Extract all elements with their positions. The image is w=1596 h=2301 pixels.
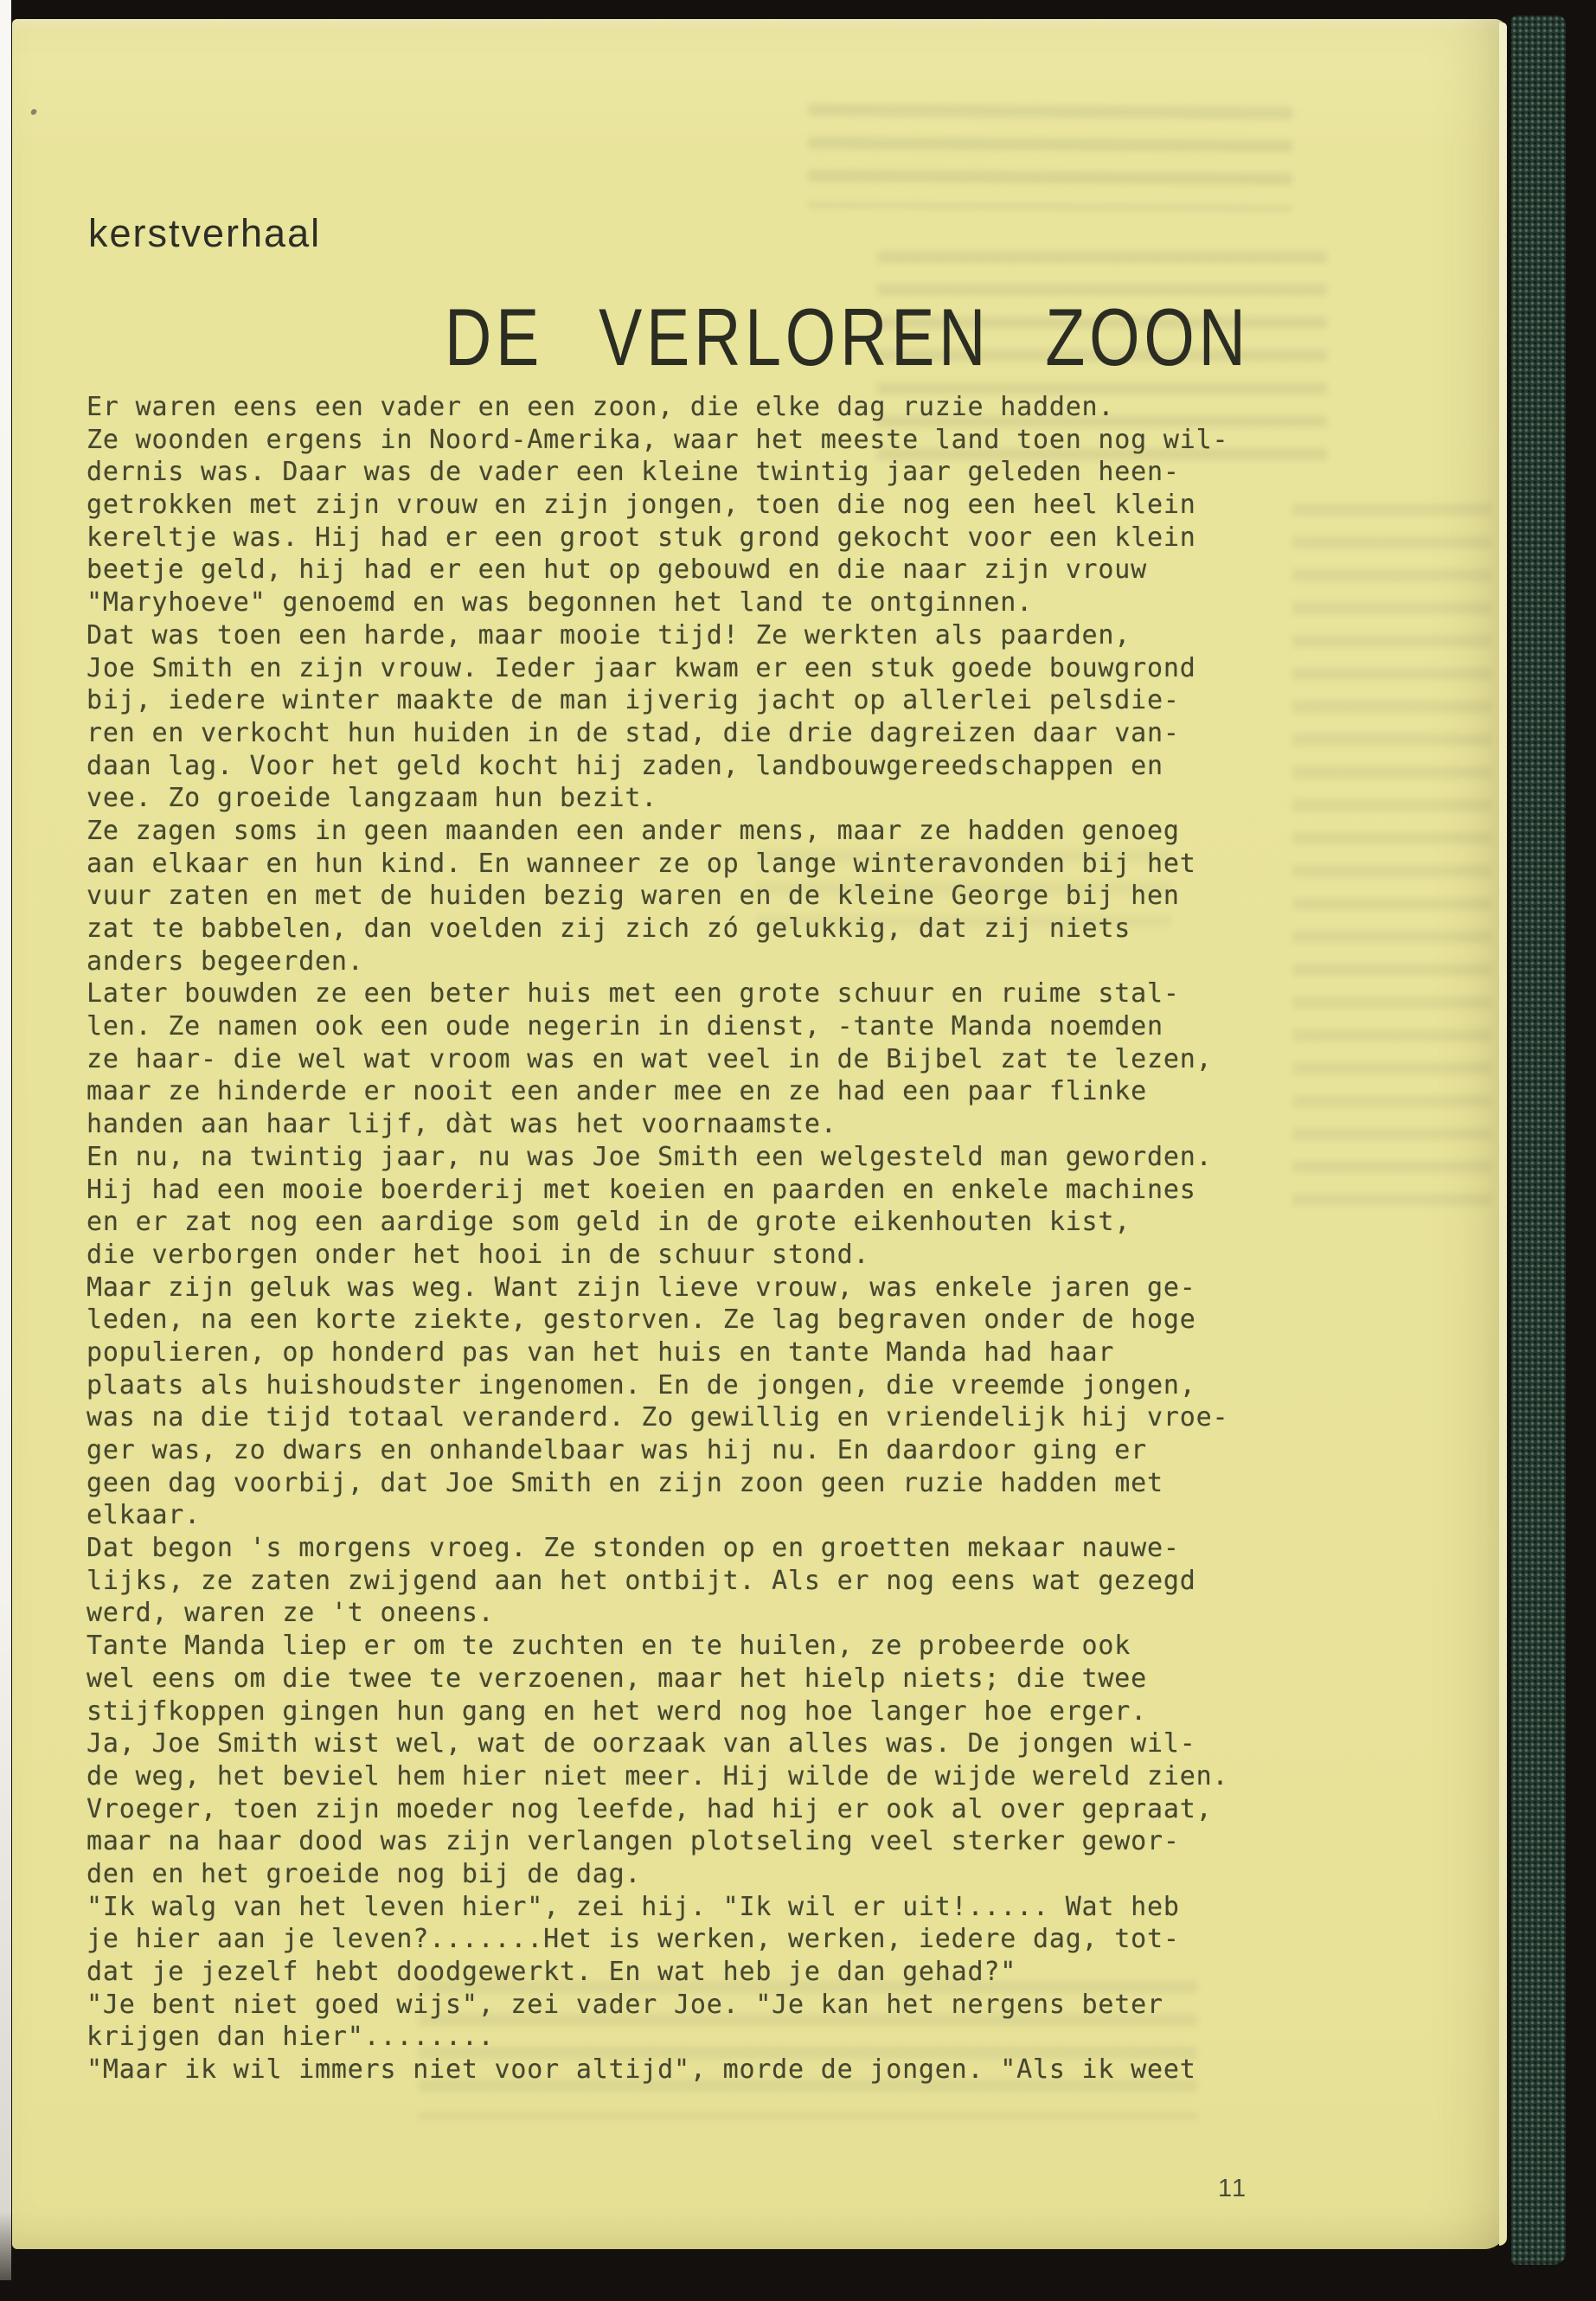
bleedthrough-artifact bbox=[808, 104, 1293, 211]
body-line: dat je jezelf hebt doodgewerkt. En wat heb je dan gehad?" bbox=[87, 1957, 1017, 1987]
body-line: was na die tijd totaal veranderd. Zo gewillig en vriendelijk hij vroe- bbox=[87, 1402, 1229, 1433]
body-line: wel eens om die twee te verzoenen, maar het hielp niets; die twee bbox=[87, 1663, 1147, 1694]
body-line: kereltje was. Hij had er een groot stuk grond gekocht voor een klein bbox=[87, 522, 1196, 553]
body-line: Joe Smith en zijn vrouw. Ieder jaar kwam er een stuk goede bouwgrond bbox=[87, 652, 1196, 683]
body-line: handen aan haar lijf, dàt was het voornaamste. bbox=[87, 1109, 837, 1140]
page-number: 11 bbox=[1218, 2175, 1248, 2202]
body-line: ger was, zo dwars en onhandelbaar was hij nu. En daardoor ging er bbox=[87, 1435, 1147, 1465]
body-line: bij, iedere winter maakte de man ijverig jacht op allerlei pelsdie- bbox=[87, 685, 1180, 716]
body-line: "Maar ik wil immers niet voor altijd", morde de jongen. "Als ik weet bbox=[87, 2054, 1196, 2086]
body-line: anders begeerden. bbox=[87, 945, 364, 977]
body-line: plaats als huishoudster ingenomen. En de jongen, die vreemde jongen, bbox=[87, 1369, 1196, 1400]
body-line: Vroeger, toen zijn moeder nog leefde, had hij er ook al over gepraat, bbox=[87, 1793, 1213, 1824]
body-line: en er zat nog een aardige som geld in de grote eikenhouten kist, bbox=[87, 1207, 1131, 1238]
body-line: vuur zaten en met de huiden bezig waren en de kleine George bij hen bbox=[87, 881, 1180, 912]
body-line: Dat was toen een harde, maar mooie tijd! Ze werkten als paarden, bbox=[87, 619, 1131, 651]
scan-left-edge bbox=[0, 0, 11, 2280]
body-line: krijgen dan hier"........ bbox=[87, 2022, 495, 2053]
body-line: die verborgen onder het hooi in de schuur stond. bbox=[87, 1239, 870, 1270]
body-line: Ja, Joe Smith wist wel, wat de oorzaak van alles was. De jongen wil- bbox=[87, 1728, 1196, 1759]
body-line: maar na haar dood was zijn verlangen plotseling veel sterker gewor- bbox=[87, 1826, 1180, 1857]
body-line: beetje geld, hij had er een hut op gebouwd en die naar zijn vrouw bbox=[87, 554, 1147, 586]
body-line: leden, na een korte ziekte, gestorven. Ze lag begraven onder de hoge bbox=[87, 1304, 1196, 1336]
body-line: Tante Manda liep er om te zuchten en te huilen, ze probeerde ook bbox=[87, 1631, 1131, 1662]
body-line: "Je bent niet goed wijs", zei vader Joe. "Je kan het nergens beter bbox=[87, 1989, 1163, 2020]
book-page bbox=[12, 19, 1507, 2249]
body-line: "Ik walg van het leven hier", zei hij. "Ik wil er uit!..... Wat heb bbox=[87, 1891, 1180, 1922]
body-line: dernis was. Daar was de vader een kleine twintig jaar geleden heen- bbox=[87, 457, 1180, 488]
body-line: Ze zagen soms in geen maanden een ander mens, maar ze hadden genoeg bbox=[87, 815, 1180, 846]
body-line: Later bouwden ze een beter huis met een grote schuur en ruime stal- bbox=[87, 978, 1180, 1009]
article-title: DE VERLOREN ZOON bbox=[445, 292, 1250, 382]
body-line: Hij had een mooie boerderij met koeien en paarden en enkele machines bbox=[87, 1174, 1196, 1205]
body-line: aan elkaar en hun kind. En wanneer ze op lange winteravonden bij het bbox=[87, 848, 1196, 879]
body-line: ren en verkocht hun huiden in de stad, die drie dagreizen daar van- bbox=[87, 717, 1180, 748]
body-line: Maar zijn geluk was weg. Want zijn lieve vrouw, was enkele jaren ge- bbox=[87, 1272, 1196, 1303]
body-line: len. Ze namen ook een oude negerin in dienst, -tante Manda noemden bbox=[87, 1011, 1163, 1042]
body-line: maar ze hinderde er nooit een ander mee en ze had een paar flinke bbox=[87, 1076, 1147, 1107]
body-line: daan lag. Voor het geld kocht hij zaden, landbouwgereedschappen en bbox=[87, 750, 1163, 781]
body-line: Ze woonden ergens in Noord-Amerika, waar het meeste land toen nog wil- bbox=[87, 424, 1229, 455]
body-line: elkaar. bbox=[87, 1500, 202, 1531]
body-line: Er waren eens een vader en een zoon, die elke dag ruzie hadden. bbox=[87, 392, 1115, 422]
body-line: geen dag voorbij, dat Joe Smith en zijn zoon geen ruzie hadden met bbox=[87, 1467, 1163, 1498]
body-line: je hier aan je leven?.......Het is werken, werken, iedere dag, tot- bbox=[87, 1924, 1180, 1955]
body-line: vee. Zo groeide langzaam hun bezit. bbox=[87, 783, 658, 814]
body-line: "Maryhoeve" genoemd en was begonnen het land te ontginnen. bbox=[87, 587, 1033, 619]
book-cover-cloth bbox=[1511, 16, 1566, 2265]
body-line: zat te babbelen, dan voelden zij zich zó gelukkig, dat zij niets bbox=[87, 913, 1131, 944]
body-line: populieren, op honderd pas van het huis en tante Manda had haar bbox=[87, 1336, 1115, 1368]
body-line: den en het groeide nog bij de dag. bbox=[87, 1858, 642, 1889]
body-line: Dat begon 's morgens vroeg. Ze stonden op en groetten mekaar nauwe- bbox=[87, 1533, 1180, 1564]
body-line: stijfkoppen gingen hun gang en het werd nog hoe langer hoe erger. bbox=[87, 1695, 1147, 1727]
article-kicker: kerstverhaal bbox=[88, 211, 322, 255]
story-body bbox=[87, 391, 1367, 2086]
body-line: getrokken met zijn vrouw en zijn jongen, toen die nog een heel klein bbox=[87, 490, 1196, 521]
page-stack-edge bbox=[1499, 22, 1507, 2246]
body-line: En nu, na twintig jaar, nu was Joe Smith een welgesteld man geworden. bbox=[87, 1141, 1213, 1172]
body-line: lijks, ze zaten zwijgend aan het ontbijt. Als er nog eens wat gezegd bbox=[87, 1565, 1196, 1596]
paper-speck bbox=[30, 108, 38, 116]
body-line: ze haar- die wel wat vroom was en wat veel in de Bijbel zat te lezen, bbox=[87, 1043, 1213, 1074]
body-line: werd, waren ze 't oneens. bbox=[87, 1598, 495, 1629]
body-line: de weg, het beviel hem hier niet meer. Hij wilde de wijde wereld zien. bbox=[87, 1760, 1229, 1791]
